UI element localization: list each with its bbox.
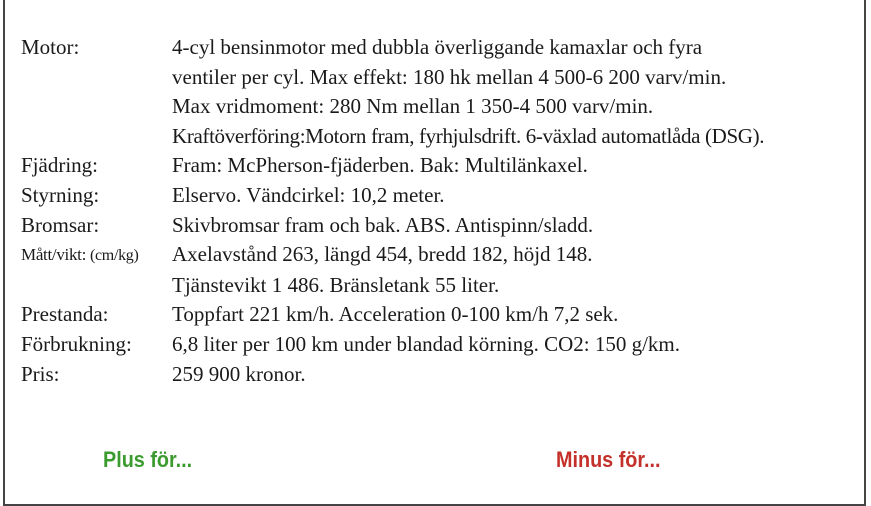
- spec-label-steering: Styrning:: [21, 182, 100, 207]
- spec-row-dimensions: [21, 240, 861, 271]
- spec-label-price: Pris:: [21, 361, 60, 386]
- spec-value-motor-line-3: Max vridmoment: 280 Nm mellan 1 350-4 500 varv/min.: [172, 94, 654, 119]
- spec-row-motor-cont: [21, 92, 861, 122]
- spec-value-brakes: Skivbromsar fram och bak. ABS. Antispinn/sladd.: [172, 212, 594, 237]
- spec-label-dimensions-text: Mått/vikt:: [21, 245, 87, 265]
- spec-row-dimensions-cont: [21, 271, 861, 301]
- spec-row-price: [21, 360, 861, 390]
- spec-label-suspension: Fjädring:: [21, 153, 98, 178]
- spec-value-performance: Toppfart 221 km/h. Acceleration 0-100 km/h 7,2 sek.: [172, 302, 619, 327]
- spec-row-consumption: [21, 330, 861, 360]
- spec-value-motor-line-4: Kraftöverföring:Motorn fram, fyrhjulsdrift. 6-växlad automatlåda (DSG).: [172, 123, 765, 148]
- spec-value-price: 259 900 kronor.: [172, 361, 306, 386]
- spec-row-motor-cont: [21, 63, 861, 93]
- spec-row-suspension: [21, 151, 861, 181]
- spec-label-dimensions: [21, 240, 172, 271]
- spec-table: [21, 33, 861, 389]
- spec-row-performance: [21, 300, 861, 330]
- spec-value-consumption: 6,8 liter per 100 km under blandad körning. CO2: 150 g/km.: [172, 331, 681, 356]
- spec-label-motor: Motor:: [21, 35, 80, 59]
- spec-label-dimensions-unit: (cm/kg): [89, 247, 139, 265]
- plus-heading: Plus för...: [103, 447, 193, 472]
- minus-heading: Minus för...: [556, 447, 661, 472]
- spec-label-brakes: Bromsar:: [21, 212, 100, 237]
- spec-value-steering: Elservo. Vändcirkel: 10,2 meter.: [172, 182, 445, 207]
- spec-value-suspension: Fram: McPherson-fjäderben. Bak: Multilänkaxel.: [172, 153, 588, 178]
- spec-row-motor-cont: [21, 122, 861, 152]
- spec-row-steering: [21, 181, 861, 211]
- spec-value-motor-line-2: ventiler per cyl. Max effekt: 180 hk mellan 4 500-6 200 varv/min.: [172, 64, 727, 89]
- spec-label-consumption: Förbrukning:: [21, 331, 132, 356]
- spec-value-motor-line-1: 4-cyl bensinmotor med dubbla överliggande kamaxlar och fyra: [172, 35, 703, 59]
- spec-value-dimensions-line-2: Tjänstevikt 1 486. Bränsletank 55 liter.: [172, 272, 500, 297]
- spec-row-motor: [21, 33, 861, 63]
- spec-value-dimensions-line-1: Axelavstånd 263, längd 454, bredd 182, höjd 148.: [172, 242, 593, 267]
- spec-label-performance: Prestanda:: [21, 302, 109, 327]
- spec-row-brakes: [21, 211, 861, 241]
